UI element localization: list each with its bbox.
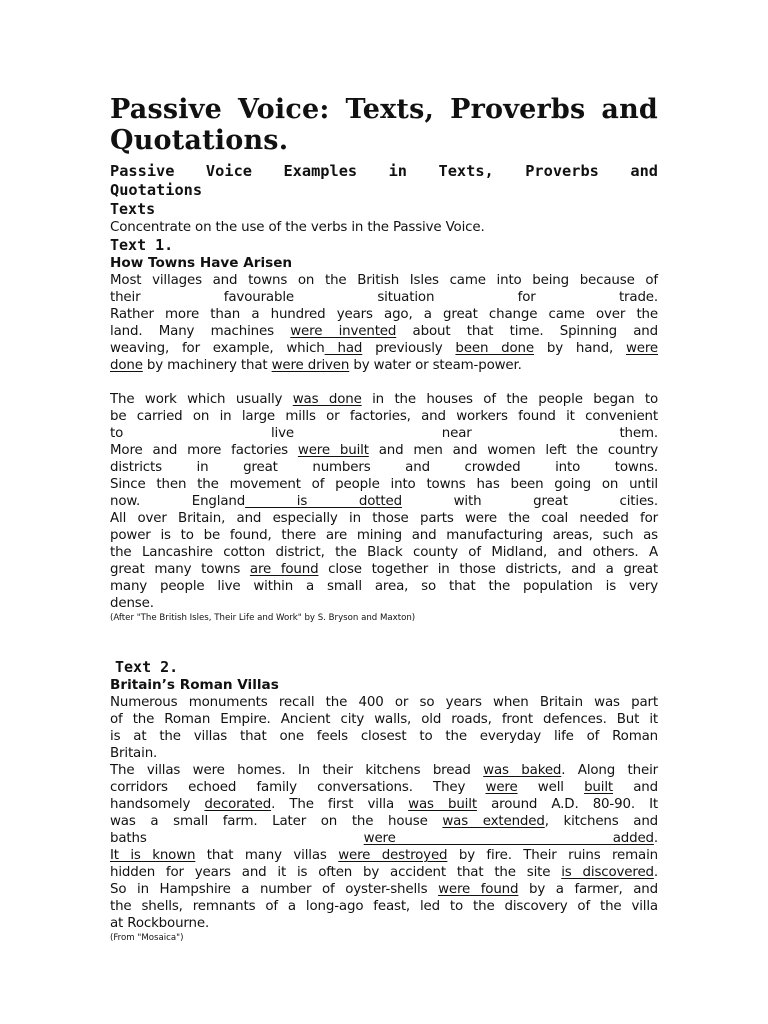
subtitle-line-2: Quotations: [110, 181, 203, 199]
text-line: hidden for years and it is often by accident that the site is discovered.: [110, 865, 658, 880]
text-line: Since then the movement of people into towns has been going on until: [110, 477, 658, 492]
text-line: Britain.: [110, 746, 158, 761]
text-line: done by machinery that were driven by water or steam-power.: [110, 358, 522, 373]
passive-verb: done: [110, 358, 143, 373]
text-line: is at the villas that one feels closest to the everyday life of Roman: [110, 729, 658, 744]
passive-verb: were built: [297, 443, 369, 458]
text2-paragraph-1: [110, 694, 658, 762]
text-line: at Rockbourne.: [110, 916, 210, 931]
text-line: Rather more than a hundred years ago, a great change came over the: [110, 307, 658, 322]
passive-verb: was baked: [483, 763, 562, 778]
section-label: Texts: [110, 200, 156, 218]
passive-verb: had: [324, 341, 363, 356]
page-title: [110, 94, 658, 156]
passive-verb: were added: [363, 831, 654, 846]
text-line: It is known that many villas were destroyed by fire. Their ruins remain: [110, 848, 659, 863]
text-line: More and more factories were built and men and women left the country: [110, 443, 658, 458]
passive-verb: is discovered: [561, 865, 654, 880]
text-line: baths were added.: [110, 831, 659, 846]
text-line: power is to be found, there are mining and manufacturing areas, such as: [110, 528, 658, 543]
subtitle-line-1: Passive Voice Examples in Texts, Proverbs and: [110, 162, 658, 180]
text-line: dense.: [110, 596, 154, 611]
passive-verb: were destroyed: [338, 848, 448, 863]
instruction-text: Concentrate on the use of the verbs in the Passive Voice.: [110, 220, 485, 235]
text-line: of the Roman Empire. Ancient city walls, old roads, front defences. But it: [110, 712, 658, 727]
text1-paragraph-2: [110, 391, 658, 612]
text-line: land. Many machines were invented about that time. Spinning and: [110, 324, 658, 339]
text-line: All over Britain, and especially in those parts were the coal needed for: [110, 511, 658, 526]
text-line: districts in great numbers and crowded into towns.: [110, 460, 658, 475]
paragraph-gap: [110, 374, 658, 391]
text2-label: Text 2.: [115, 658, 179, 676]
text-line: now. England is dotted with great cities.: [110, 494, 658, 509]
passive-verb: was built: [408, 797, 477, 812]
passive-verb: were: [485, 780, 518, 795]
title-line-1: Passive Voice: Texts, Proverbs and: [110, 94, 658, 125]
passive-verb: were: [625, 341, 658, 356]
text1-label: Text 1.: [110, 236, 174, 254]
passive-verb: are found: [249, 562, 319, 577]
text-line: their favourable situation for trade.: [110, 290, 658, 305]
passive-verb: is dotted: [245, 494, 402, 509]
text-line: to live near them.: [110, 426, 658, 441]
passive-verb: was extended: [442, 814, 545, 829]
text-line: Most villages and towns on the British Isles came into being because of: [110, 273, 658, 288]
text-line: the Lancashire cotton district, the Black county of Midland, and others. A: [110, 545, 658, 560]
text-line: The villas were homes. In their kitchens bread was baked. Along their: [110, 763, 658, 778]
text-line: the shells, remnants of a long-ago feast, led to the discovery of the villa: [110, 899, 658, 914]
text-line: Numerous monuments recall the 400 or so years when Britain was part: [110, 695, 658, 710]
passive-verb: was done: [292, 392, 362, 407]
text1-heading: How Towns Have Arisen: [110, 255, 293, 271]
passive-verb: were invented: [290, 324, 397, 339]
passive-verb: It is known: [110, 848, 196, 863]
passive-verb: decorated: [204, 797, 272, 812]
document-content: [110, 94, 658, 944]
text-line: corridors echoed family conversations. They were well built and: [110, 780, 658, 795]
text-line: many people live within a small area, so that the population is very: [110, 579, 658, 594]
text2-paragraph-2: [110, 762, 658, 932]
text-line: So in Hampshire a number of oyster-shells were found by a farmer, and: [110, 882, 658, 897]
page-subtitle: [110, 162, 658, 200]
passive-verb: built: [584, 780, 614, 795]
text-line: handsomely decorated. The first villa was built around A.D. 80-90. It: [110, 797, 658, 812]
text-line: was a small farm. Later on the house was extended, kitchens and: [110, 814, 659, 829]
title-line-2: Quotations.: [110, 125, 289, 156]
passive-verb: were driven: [271, 358, 350, 373]
text-line: be carried on in large mills or factories, and workers found it convenient: [110, 409, 658, 424]
text-line: great many towns are found close together in those districts, and a great: [110, 562, 658, 577]
passive-verb: been done: [455, 341, 534, 356]
text2-heading: Britain’s Roman Villas: [110, 677, 279, 693]
text-line: The work which usually was done in the houses of the people began to: [110, 392, 658, 407]
text-line: weaving, for example, which had previously been done by hand, were: [110, 341, 658, 356]
text1-source: (After "The British Isles, Their Life and Work" by S. Bryson and Maxton): [110, 613, 416, 623]
text1-paragraph-1: [110, 272, 658, 374]
text2-source: (From "Mosaica"): [110, 933, 184, 943]
section-gap: [110, 624, 658, 658]
passive-verb: were found: [438, 882, 519, 897]
